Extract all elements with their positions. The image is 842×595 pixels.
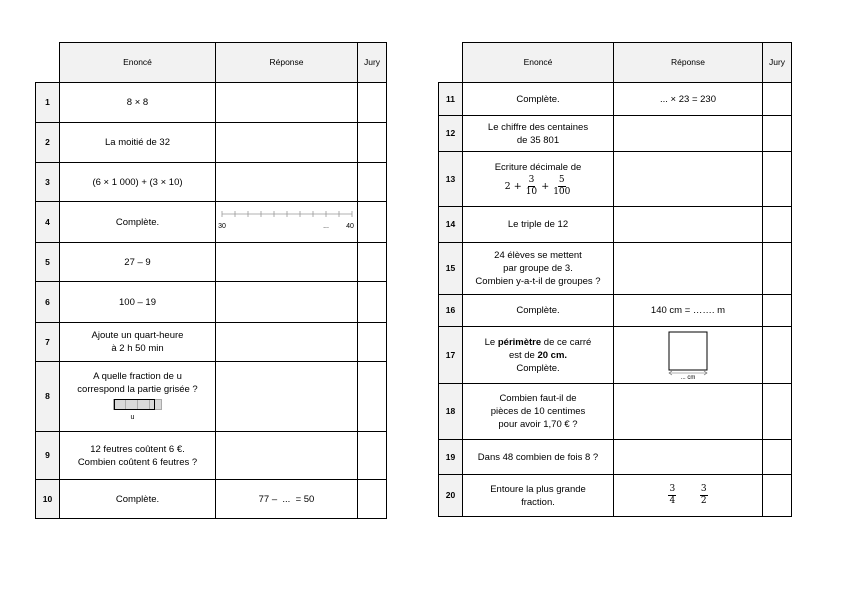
question-text: Ecriture décimale de	[494, 161, 582, 173]
table-row	[439, 207, 792, 243]
table-row	[36, 323, 387, 362]
number-line-ruler	[220, 208, 354, 234]
right-quiz-table	[438, 42, 792, 517]
question-number: 8	[36, 362, 60, 432]
left-quiz-table	[35, 42, 387, 519]
question-number: 13	[439, 152, 463, 207]
jury-cell[interactable]	[763, 116, 792, 152]
unit-label: u	[130, 414, 135, 421]
jury-cell[interactable]	[763, 384, 792, 440]
table-row	[36, 480, 387, 519]
question-number: 1	[36, 83, 60, 123]
jury-cell[interactable]	[763, 440, 792, 475]
q17-bold-perimetre: périmètre	[497, 336, 542, 348]
answer-cell[interactable]	[216, 432, 358, 480]
fraction-choice[interactable]	[668, 484, 676, 507]
answer-cell[interactable]	[614, 440, 763, 475]
answer-cell[interactable]: 77 – ... = 50	[216, 480, 358, 519]
question-number: 3	[36, 163, 60, 202]
question-number: 2	[36, 123, 60, 163]
jury-cell[interactable]	[763, 83, 792, 116]
question-text	[463, 327, 614, 384]
question-text: (6 × 1 000) + (3 × 10)	[60, 163, 216, 202]
square-side-label: ... cm	[680, 375, 696, 381]
decimal-expression	[466, 175, 610, 198]
answer-cell[interactable]	[614, 207, 763, 243]
jury-cell[interactable]	[358, 243, 387, 282]
question-text: A quelle fraction de u correspond la partie grisée ?	[77, 371, 198, 395]
corner-cell	[439, 43, 463, 83]
answer-cell[interactable]	[216, 123, 358, 163]
answer-cell[interactable]	[614, 243, 763, 295]
fraction	[553, 175, 570, 198]
corner-cell	[36, 43, 60, 83]
question-text: 8 × 8	[60, 83, 216, 123]
unit-outline	[114, 399, 155, 410]
question-number: 16	[439, 295, 463, 327]
jury-cell[interactable]	[358, 202, 387, 243]
question-cell	[60, 362, 216, 432]
jury-cell[interactable]	[358, 362, 387, 432]
question-number: 14	[439, 207, 463, 243]
question-text: La moitié de 32	[60, 123, 216, 163]
denominator: 10	[525, 186, 538, 197]
table-row	[439, 475, 792, 517]
header-enonce: Enoncé	[463, 43, 614, 83]
jury-cell[interactable]	[763, 295, 792, 327]
answer-cell[interactable]	[216, 323, 358, 362]
answer-cell[interactable]	[614, 475, 763, 517]
jury-cell[interactable]	[358, 123, 387, 163]
table-row	[36, 243, 387, 282]
question-text: Complète.	[463, 83, 614, 116]
table-row	[36, 362, 387, 432]
fraction-choice[interactable]	[700, 484, 708, 507]
table-row	[439, 327, 792, 384]
fraction	[526, 175, 537, 198]
numerator: 3	[700, 484, 707, 494]
jury-cell[interactable]	[763, 475, 792, 517]
question-number: 4	[36, 202, 60, 243]
table-row	[36, 123, 387, 163]
table-row	[36, 282, 387, 323]
table-row	[439, 384, 792, 440]
answer-cell[interactable]	[216, 163, 358, 202]
numerator: 3	[528, 174, 535, 185]
question-text: Combien faut-il de pièces de 10 centimes pour avoir 1,70 € ?	[463, 384, 614, 440]
question-number: 6	[36, 282, 60, 323]
question-text: Le triple de 12	[463, 207, 614, 243]
jury-cell[interactable]	[763, 207, 792, 243]
answer-cell[interactable]: 140 cm = ……. m	[614, 295, 763, 327]
question-text: 12 feutres coûtent 6 €. Combien coûtent 6 feutres ?	[60, 432, 216, 480]
jury-cell[interactable]	[763, 327, 792, 384]
table-row	[439, 116, 792, 152]
jury-cell[interactable]	[358, 163, 387, 202]
header-jury: Jury	[358, 43, 387, 83]
answer-cell[interactable]	[216, 243, 358, 282]
answer-cell[interactable]	[614, 116, 763, 152]
question-text: Ajoute un quart-heure à 2 h 50 min	[60, 323, 216, 362]
question-number: 10	[36, 480, 60, 519]
table-row	[439, 152, 792, 207]
question-number: 15	[439, 243, 463, 295]
jury-cell[interactable]	[358, 432, 387, 480]
answer-cell[interactable]	[216, 282, 358, 323]
answer-cell[interactable]	[614, 384, 763, 440]
jury-cell[interactable]	[763, 243, 792, 295]
table-row	[439, 440, 792, 475]
jury-cell[interactable]	[763, 152, 792, 207]
answer-cell[interactable]	[614, 152, 763, 207]
table-row	[36, 83, 387, 123]
header-enonce: Enoncé	[60, 43, 216, 83]
jury-cell[interactable]	[358, 480, 387, 519]
question-number: 11	[439, 83, 463, 116]
answer-cell[interactable]	[614, 327, 763, 384]
header-jury: Jury	[763, 43, 792, 83]
numerator: 5	[558, 174, 565, 185]
ruler-mid-label: ...	[323, 223, 329, 230]
question-number: 18	[439, 384, 463, 440]
question-number: 5	[36, 243, 60, 282]
table-row	[36, 432, 387, 480]
answer-cell[interactable]	[216, 202, 358, 243]
plus-sign: +	[513, 180, 522, 192]
table-row	[439, 243, 792, 295]
table-row	[36, 163, 387, 202]
jury-cell[interactable]	[358, 282, 387, 323]
answer-cell[interactable]: ... × 23 = 230	[614, 83, 763, 116]
q17-post: Complète.	[516, 362, 560, 374]
ruler-end-label: 40	[346, 223, 354, 230]
question-text: Entoure la plus grande fraction.	[463, 475, 614, 517]
jury-cell[interactable]	[358, 323, 387, 362]
question-text: Dans 48 combien de fois 8 ?	[463, 440, 614, 475]
question-number: 12	[439, 116, 463, 152]
plus-sign: +	[541, 180, 550, 192]
question-number: 17	[439, 327, 463, 384]
expr-whole: 2	[504, 180, 511, 192]
q17-mid: de ce carré est de	[508, 336, 592, 361]
header-reponse: Réponse	[614, 43, 763, 83]
question-text: 100 – 19	[60, 282, 216, 323]
square-figure	[666, 330, 710, 380]
question-text: Complète.	[60, 202, 216, 243]
q17-bold-length: 20 cm.	[537, 349, 568, 361]
denominator: 4	[669, 496, 676, 506]
jury-cell[interactable]	[358, 83, 387, 123]
question-number: 20	[439, 475, 463, 517]
question-cell	[463, 152, 614, 207]
table-row	[36, 202, 387, 243]
q17-pre: Le	[484, 336, 498, 348]
ruler-start-label: 30	[218, 223, 226, 230]
question-number: 7	[36, 323, 60, 362]
question-text: Complète.	[60, 480, 216, 519]
table-row	[439, 295, 792, 327]
question-text: Le chiffre des centaines de 35 801	[463, 116, 614, 152]
question-text: 24 élèves se mettent par groupe de 3. Combien y-a-t-il de groupes ?	[463, 243, 614, 295]
answer-cell[interactable]	[216, 83, 358, 123]
question-text: 27 – 9	[60, 243, 216, 282]
answer-cell[interactable]	[216, 362, 358, 432]
question-number: 19	[439, 440, 463, 475]
numerator: 3	[669, 484, 676, 494]
table-row	[439, 83, 792, 116]
denominator: 100	[553, 186, 571, 197]
header-reponse: Réponse	[216, 43, 358, 83]
question-number: 9	[36, 432, 60, 480]
denominator: 2	[700, 496, 707, 506]
question-text: Complète.	[463, 295, 614, 327]
fraction-bar	[114, 396, 162, 422]
